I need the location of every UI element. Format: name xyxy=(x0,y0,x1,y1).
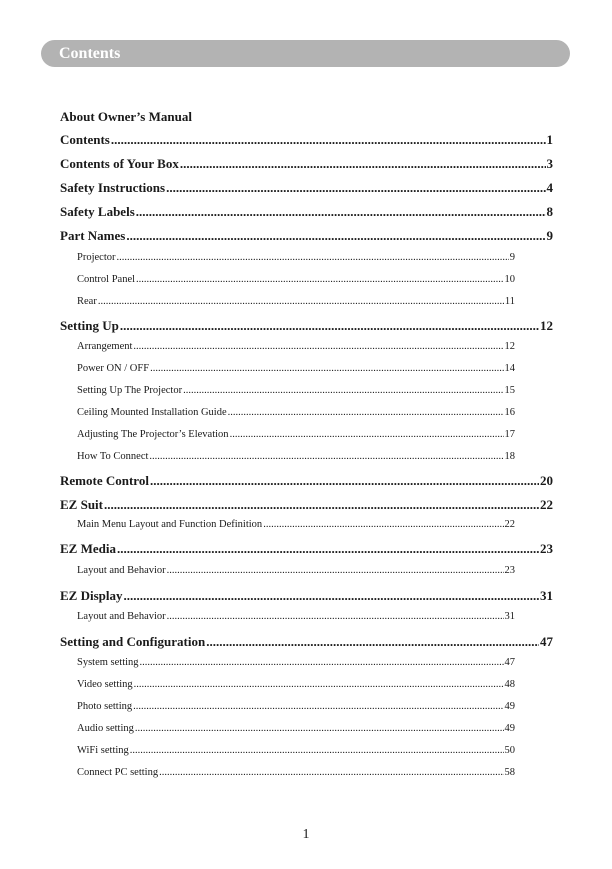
toc-entry-page: 8 xyxy=(546,204,553,219)
dot-leader xyxy=(117,252,509,263)
dot-leader xyxy=(117,541,539,554)
toc-entry-title: Setting and Configuration xyxy=(60,634,206,649)
toc-entry-title: Arrangement xyxy=(77,341,133,352)
toc-entry-page: 9 xyxy=(509,252,515,263)
toc-entry-title: Rear xyxy=(77,296,97,307)
page-number: 1 xyxy=(302,827,310,842)
toc-entry-title: Setting Up xyxy=(60,318,119,333)
toc-entry[interactable] xyxy=(77,341,515,352)
toc-entry-title: Part Names xyxy=(60,228,126,243)
toc-entry-title: System setting xyxy=(77,657,139,668)
toc-entry-title: Contents xyxy=(60,132,110,147)
dot-leader xyxy=(134,679,504,690)
toc-entry-title: Ceiling Mounted Installation Guide xyxy=(77,407,227,418)
dot-leader xyxy=(136,274,503,285)
toc-entry-page: 10 xyxy=(504,274,515,285)
dot-leader xyxy=(230,429,504,440)
toc-entry-title: Remote Control xyxy=(60,473,149,488)
toc-entry-page: 50 xyxy=(504,745,515,756)
toc-entry-title: Safety Labels xyxy=(60,204,135,219)
toc-entry[interactable] xyxy=(60,634,553,650)
toc-entry-page: 49 xyxy=(504,701,515,712)
toc-entry[interactable] xyxy=(60,156,553,172)
toc-entry-page: 49 xyxy=(504,723,515,734)
toc-entry-page: 23 xyxy=(504,565,515,576)
toc-entry-title: Safety Instructions xyxy=(60,180,166,195)
toc-entry-page: 48 xyxy=(504,679,515,690)
toc-entry[interactable] xyxy=(60,318,553,334)
toc-entry-title: EZ Suit xyxy=(60,497,103,512)
dot-leader xyxy=(180,156,546,169)
toc-entry-title: Adjusting The Projector’s Elevation xyxy=(77,429,229,440)
dot-leader xyxy=(130,745,504,756)
dot-leader xyxy=(135,723,504,734)
toc-entry-page: 3 xyxy=(546,156,553,171)
dot-leader xyxy=(98,296,504,307)
toc-entry-title: WiFi setting xyxy=(77,745,129,756)
toc-entry[interactable] xyxy=(77,745,515,756)
toc-entry-page: 16 xyxy=(504,407,515,418)
dot-leader xyxy=(111,132,546,145)
toc-entry-title: Contents of Your Box xyxy=(60,156,179,171)
toc-entry-page: 12 xyxy=(540,318,553,333)
toc-entry[interactable] xyxy=(77,385,515,396)
toc-entry[interactable] xyxy=(60,204,553,220)
dot-leader xyxy=(120,318,539,331)
toc-entry-title: Layout and Behavior xyxy=(77,565,166,576)
toc-entry-page: 12 xyxy=(504,341,515,352)
toc-entry[interactable] xyxy=(60,228,553,244)
toc-entry-page: 14 xyxy=(504,363,515,374)
toc-entry-page: 18 xyxy=(504,451,515,462)
dot-leader xyxy=(136,204,546,217)
dot-leader xyxy=(150,363,503,374)
toc-entry[interactable] xyxy=(60,541,553,557)
toc-entry-page: 31 xyxy=(504,611,515,622)
toc-entry[interactable] xyxy=(77,657,515,668)
dot-leader xyxy=(104,497,539,510)
dot-leader xyxy=(133,341,503,352)
toc-entry-title: Projector xyxy=(77,252,116,263)
toc-entry-page: 15 xyxy=(504,385,515,396)
toc-entry-page: 23 xyxy=(540,541,553,556)
toc-entry-page: 4 xyxy=(546,180,553,195)
dot-leader xyxy=(206,634,539,647)
toc-entry[interactable] xyxy=(60,473,553,489)
toc-entry-title: EZ Media xyxy=(60,541,116,556)
toc-entry-title: Connect PC setting xyxy=(77,767,159,778)
toc-entry[interactable] xyxy=(77,363,515,374)
toc-entry[interactable] xyxy=(77,519,515,530)
dot-leader xyxy=(228,407,504,418)
toc-entry[interactable] xyxy=(77,407,515,418)
dot-leader xyxy=(133,701,503,712)
toc-entry-title: Photo setting xyxy=(77,701,133,712)
toc-entry-page: 22 xyxy=(540,497,553,512)
toc-entry[interactable] xyxy=(77,611,515,622)
toc-entry[interactable] xyxy=(60,180,553,196)
toc-entry-page: 22 xyxy=(504,519,515,530)
toc-entry-title: Control Panel xyxy=(77,274,136,285)
toc-entry[interactable] xyxy=(77,296,515,307)
toc-entry-title: Main Menu Layout and Function Definition xyxy=(77,519,263,530)
banner-title: Contents xyxy=(59,45,121,62)
toc-entry[interactable] xyxy=(77,252,515,263)
toc-entry-page: 9 xyxy=(546,228,553,243)
toc-entry-title: Power ON / OFF xyxy=(77,363,150,374)
toc-entry[interactable] xyxy=(60,132,553,148)
toc-entry-page: 11 xyxy=(504,296,515,307)
toc-entry[interactable] xyxy=(77,274,515,285)
toc-entry-page: 17 xyxy=(504,429,515,440)
dot-leader xyxy=(263,519,503,530)
toc-entry-page: 20 xyxy=(540,473,553,488)
toc-entry-title: Video setting xyxy=(77,679,133,690)
dot-leader xyxy=(150,473,539,486)
dot-leader xyxy=(149,451,503,462)
toc-entry[interactable] xyxy=(77,679,515,690)
toc-entry[interactable] xyxy=(77,451,515,462)
toc-entry-title: Layout and Behavior xyxy=(77,611,166,622)
toc-entry[interactable] xyxy=(77,429,515,440)
toc-entry-title: Setting Up The Projector xyxy=(77,385,183,396)
toc-entry[interactable] xyxy=(77,767,515,778)
toc-entry-title: How To Connect xyxy=(77,451,149,462)
toc-entry-title: Audio setting xyxy=(77,723,134,734)
toc-entry[interactable] xyxy=(60,588,553,604)
toc-entry[interactable] xyxy=(77,723,515,734)
toc-entry-page: 47 xyxy=(540,634,553,649)
dot-leader xyxy=(124,588,540,601)
contents-banner xyxy=(41,40,570,67)
toc-entry-title: EZ Display xyxy=(60,588,123,603)
dot-leader xyxy=(159,767,503,778)
dot-leader xyxy=(140,657,504,668)
dot-leader xyxy=(166,180,545,193)
dot-leader xyxy=(167,565,504,576)
toc-heading: About Owner’s Manual xyxy=(60,109,192,124)
toc-entry[interactable] xyxy=(77,565,515,576)
toc-entry-page: 47 xyxy=(504,657,515,668)
toc-entry-page: 1 xyxy=(546,132,553,147)
toc-entry-page: 31 xyxy=(540,588,553,603)
toc-entry-page: 58 xyxy=(504,767,515,778)
dot-leader xyxy=(126,228,545,241)
toc-entry[interactable] xyxy=(60,497,553,513)
dot-leader xyxy=(167,611,504,622)
toc-entry[interactable] xyxy=(77,701,515,712)
dot-leader xyxy=(183,385,503,396)
